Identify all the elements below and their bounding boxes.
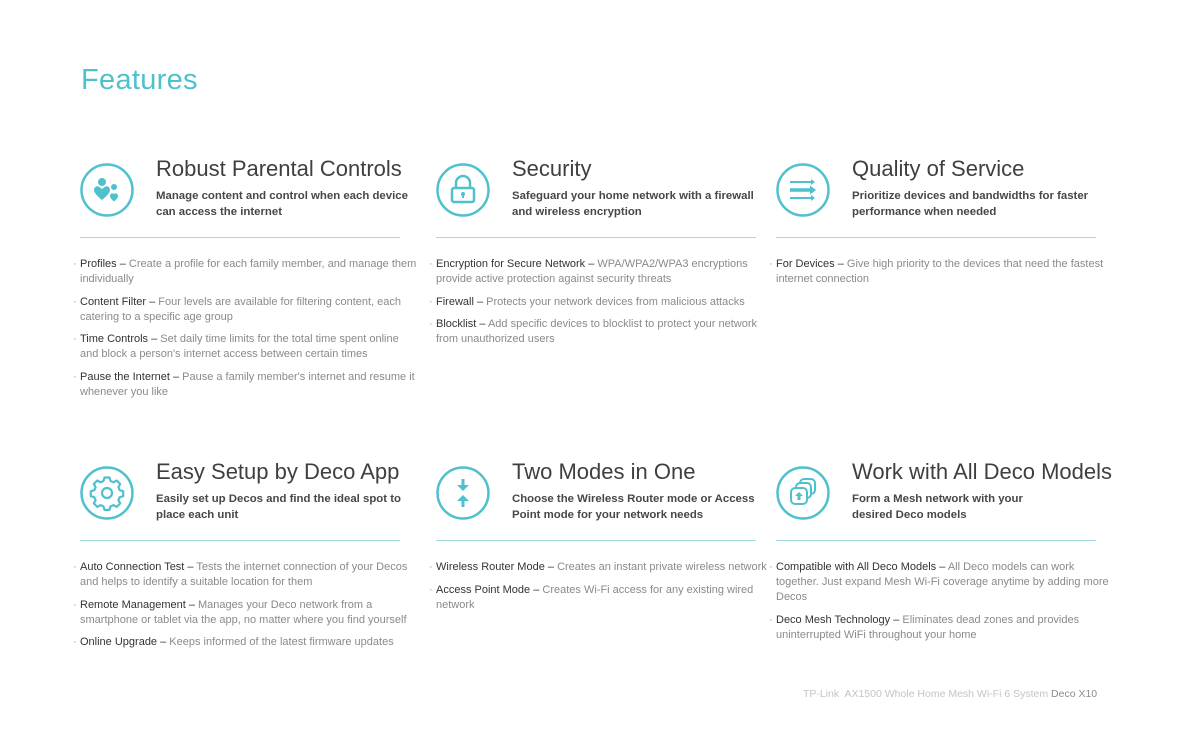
footer — [803, 688, 1097, 700]
priority-arrows-icon — [776, 163, 830, 217]
list-item: · For Devices – Give high priority to the devices that need the fastest internet connection — [769, 258, 1104, 285]
feature-two-modes — [429, 459, 781, 611]
feature-all-deco-models — [769, 459, 1121, 641]
feature-subtitle: Prioritize devices and bandwidths for faster performance when needed — [852, 190, 1089, 218]
footer-product: AX1500 Whole Home Mesh Wi-Fi 6 System — [844, 688, 1049, 700]
feature-subtitle: Manage content and control when each device can access the internet — [156, 190, 408, 218]
feature-list — [73, 560, 420, 658]
feature-subtitle: Safeguard your home network with a firewall and wireless encryption — [512, 190, 754, 218]
feature-subtitle: Easily set up Decos and find the ideal spot to place each unit — [156, 493, 401, 521]
feature-security — [429, 156, 781, 345]
feature-list — [73, 257, 420, 407]
list-item: · Content Filter – Four levels are available for filtering content, each catering to a specific age group — [73, 295, 402, 323]
divider — [80, 237, 400, 238]
feature-list — [429, 257, 776, 355]
feature-list — [769, 560, 1116, 650]
list-item: · Compatible with All Deco Models – All Deco models can work together. Just expand Mesh Wi-Fi coverage anytime by adding more Decos — [769, 561, 1109, 603]
list-item: · Access Point Mode – Creates Wi-Fi access for any existing wired network — [429, 583, 754, 611]
page-title: Features — [81, 64, 198, 96]
divider — [776, 540, 1096, 541]
lock-icon — [436, 163, 490, 217]
list-item: · Pause the Internet – Pause a family member's internet and resume it whenever you like — [73, 370, 415, 398]
list-item: · Deco Mesh Technology – Eliminates dead zones and provides uninterrupted WiFi throughout your home — [769, 613, 1080, 641]
list-item: · Blocklist – Add specific devices to blocklist to protect your network from unauthorized users — [429, 318, 757, 345]
list-item: · Wireless Router Mode – Creates an instant private wireless network — [429, 561, 767, 573]
list-item: · Firewall – Protects your network devices from malicious attacks — [429, 295, 745, 308]
footer-model: Deco X10 — [1051, 688, 1098, 700]
list-item: · Encryption for Secure Network – WPA/WPA2/WPA3 encryptions provide active protection against security threats — [429, 258, 748, 285]
divider — [80, 540, 400, 541]
gear-icon — [80, 466, 134, 520]
stacked-decos-icon — [776, 466, 830, 520]
feature-title: Security — [512, 156, 592, 181]
list-item: · Time Controls – Set daily time limits for the total time spent online and block a person's internet access between certain times — [73, 333, 399, 360]
feature-easy-setup — [73, 459, 425, 648]
list-item: · Auto Connection Test – Tests the internet connection of your Decos and helps to identify a suitable location for them — [73, 561, 408, 588]
feature-title: Quality of Service — [852, 156, 1025, 181]
feature-subtitle: Choose the Wireless Router mode or Access Point mode for your network needs — [512, 493, 755, 521]
list-item: · Online Upgrade – Keeps informed of the latest firmware updates — [73, 636, 394, 648]
divider — [776, 237, 1096, 238]
feature-list — [429, 560, 776, 620]
divider — [436, 237, 756, 238]
feature-parental-controls — [73, 156, 425, 398]
family-parental-icon — [80, 163, 134, 217]
feature-subtitle: Form a Mesh network with your desired Deco models — [852, 493, 1023, 521]
feature-title: Work with All Deco Models — [852, 459, 1113, 484]
feature-title: Two Modes in One — [512, 459, 696, 484]
list-item: · Profiles – Create a profile for each family member, and manage them individually — [73, 258, 417, 285]
feature-title: Robust Parental Controls — [156, 156, 402, 181]
footer-brand: TP-Link — [803, 688, 840, 700]
list-item: · Remote Management – Manages your Deco network from a smartphone or tablet via the app, no matter where you find yourself — [73, 598, 407, 626]
feature-title: Easy Setup by Deco App — [156, 459, 400, 484]
feature-quality-of-service — [769, 156, 1121, 285]
divider — [436, 540, 756, 541]
feature-list — [769, 257, 1116, 295]
two-modes-arrows-icon — [436, 466, 490, 520]
